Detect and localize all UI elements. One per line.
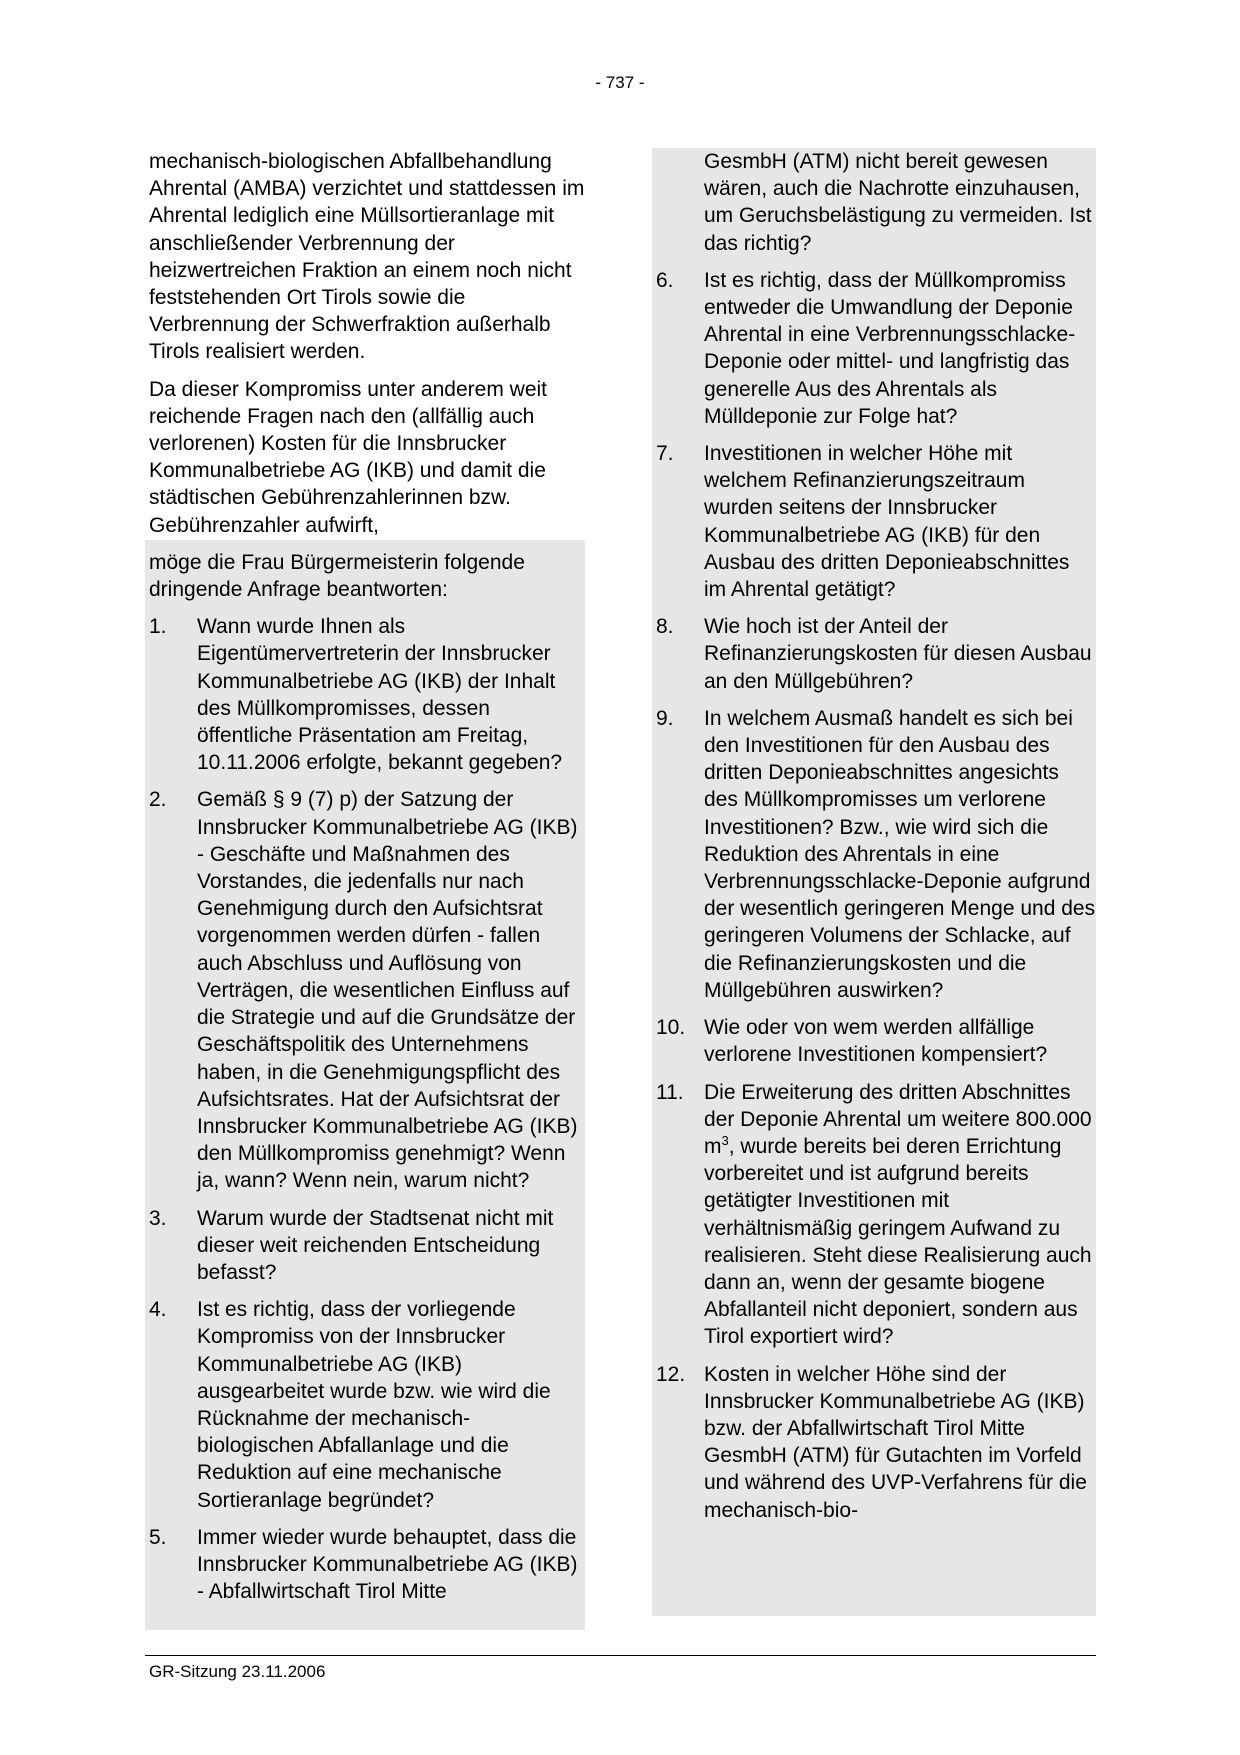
question-text: Immer wieder wurde behauptet, dass die Innsbrucker Kommunalbetriebe AG (IKB) - Abfallwirtschaft Tirol Mitte — [197, 1525, 578, 1604]
question-number: 9. — [656, 706, 674, 730]
question-number: 11. — [656, 1080, 684, 1104]
question-text: Ist es richtig, dass der vorliegende Kompromiss von der Innsbrucker Kommunalbetriebe AG (IKB) ausgearbeitet wurde bzw. wie wird die Rücknahme der mechanisch-biologischen Abfallanlage und die Reduktion auf eine mechanische Sortieranlage begründet? — [197, 1298, 551, 1512]
question-item — [652, 1014, 1096, 1068]
superscript: 3 — [721, 1132, 729, 1148]
question-item — [145, 786, 585, 1194]
question-number: 10. — [656, 1016, 686, 1040]
question-text: Ist es richtig, dass der Müllkompromiss entweder die Umwandlung der Deponie Ahrental in eine Verbrennungsschlacke-Deponie oder mittel- und langfristig das generelle Aus des Ahrentals als Mülldeponie zur Folge hat? — [704, 268, 1076, 428]
question-text: Warum wurde der Stadtsenat nicht mit dieser weit reichenden Entscheidung befasst? — [197, 1206, 554, 1284]
question-number: 5. — [149, 1525, 167, 1549]
question-number: 6. — [656, 268, 674, 292]
question-item — [652, 267, 1096, 430]
question-number: 7. — [656, 442, 674, 466]
intro-paragraph: Da dieser Kompromiss unter anderem weit reichende Fragen nach den (allfällig auch verlorenen) Kosten für die Innsbrucker Kommunalbetriebe AG (IKB) und damit die städtischen Gebührenzahlerinnen bzw. Gebührenzahler aufwirft, — [149, 377, 547, 537]
request-text: möge die Frau Bürgermeisterin folgende dringende Anfrage beantworten: — [149, 550, 525, 602]
question-continuation: GesmbH (ATM) nicht bereit gewesen wären, auch die Nachrotte einzuhausen, um Geruchsbelästigung zu vermeiden. Ist das richtig? — [704, 150, 1092, 255]
question-text-part: Die Erweiterung des dritten Abschnittes der Deponie Ahrental um weitere 800.000 m — [704, 1080, 1092, 1158]
question-text: In welchem Ausmaß handelt es sich bei den Investitionen für den Ausbau des dritten Deponieabschnittes angesichts des Müllkompromisses um verlorene Investitionen? Bzw., wie wird sich die Reduktion des Ahrentals in eine Verbrennungsschlacke-Deponie aufgrund der wesentlich geringeren Menge und des geringeren Volumens der Schlacke, auf die Refinanzierungskosten und die Müllgebühren auswirken? — [704, 706, 1096, 1002]
question-number: 2. — [149, 788, 167, 812]
question-text: Gemäß § 9 (7) p) der Satzung der Innsbrucker Kommunalbetriebe AG (IKB) - Geschäfte und Maßnahmen des Vorstandes, die jedenfalls nur nach Genehmigung durch den Aufsichtsrat vorgenommen werden dürfen - fallen auch Abschluss und Auflösung von Verträgen, die wesentlichen Einfluss auf die Strategie und auf die Grundsätze der Geschäftspolitik des Unternehmens haben, in die Genehmigungspflicht des Aufsichtsrates. Hat der Aufsichtsrat der Innsbrucker Kommunalbetriebe AG (IKB) den Müllkompromiss genehmigt? Wenn ja, wann? Wenn nein, warum nicht? — [197, 788, 578, 1193]
left-column — [145, 148, 585, 1615]
question-text: Investitionen in welcher Höhe mit welchem Refinanzierungszeitraum wurden seitens der Innsbrucker Kommunalbetriebe AG (IKB) für den Ausbau des dritten Deponieabschnittes im Ahrental getätigt? — [704, 442, 1070, 602]
question-item — [145, 1205, 585, 1287]
question-number: 4. — [149, 1298, 167, 1322]
intro-paragraph: mechanisch-biologischen Abfallbehandlung Ahrental (AMBA) verzichtet und stattdessen im Ahrental lediglich eine Müllsortieranlage mit anschließender Verbrennung der heizwertreichen Fraktion an einem noch nicht feststehenden Ort Tirols sowie die Verbrennung der Schwerfraktion außerhalb Tirols realisiert werden. — [149, 150, 585, 364]
right-column — [652, 148, 1096, 1534]
question-text: Wann wurde Ihnen als Eigentümervertreterin der Innsbrucker Kommunalbetriebe AG (IKB) der Inhalt des Müllkompromisses, dessen öffentliche Präsentation am Freitag, 10.11.2006 erfolgte, bekannt gegeben? — [197, 615, 563, 775]
question-number: 1. — [149, 615, 167, 639]
question-item — [652, 1079, 1096, 1351]
footer-text: GR-Sitzung 23.11.2006 — [149, 1662, 326, 1681]
question-item — [652, 1361, 1096, 1524]
question-item — [145, 1524, 585, 1606]
question-text — [704, 1079, 1096, 1351]
question-number: 12. — [656, 1362, 686, 1386]
question-text: Wie oder von wem werden allfällige verlorene Investitionen kompensiert? — [704, 1016, 1048, 1067]
question-text: Kosten in welcher Höhe sind der Innsbrucker Kommunalbetriebe AG (IKB) bzw. der Abfallwirtschaft Tirol Mitte GesmbH (ATM) für Gutachten im Vorfeld und während des UVP-Verfahrens für die mechanisch-bio- — [704, 1362, 1087, 1522]
footer-divider — [145, 1655, 1096, 1656]
question-item — [652, 440, 1096, 603]
question-text: Wie hoch ist der Anteil der Refinanzierungskosten für diesen Ausbau an den Müllgebühren? — [704, 615, 1092, 693]
question-number: 3. — [149, 1206, 167, 1230]
question-item — [652, 613, 1096, 695]
question-text-part: , wurde bereits bei deren Errichtung vorbereitet und ist aufgrund bereits getätigter Investitionen mit verhältnismäßig geringem Aufwand zu realisieren. Steht diese Realisierung auch dann an, wenn der gesamte biogene Abfallanteil nicht deponiert, sondern aus Tirol exportiert wird? — [704, 1134, 1092, 1349]
question-item — [145, 1296, 585, 1514]
question-item — [652, 705, 1096, 1004]
question-number: 8. — [656, 615, 674, 639]
question-item — [145, 613, 585, 776]
page-number: - 737 - — [595, 73, 645, 92]
